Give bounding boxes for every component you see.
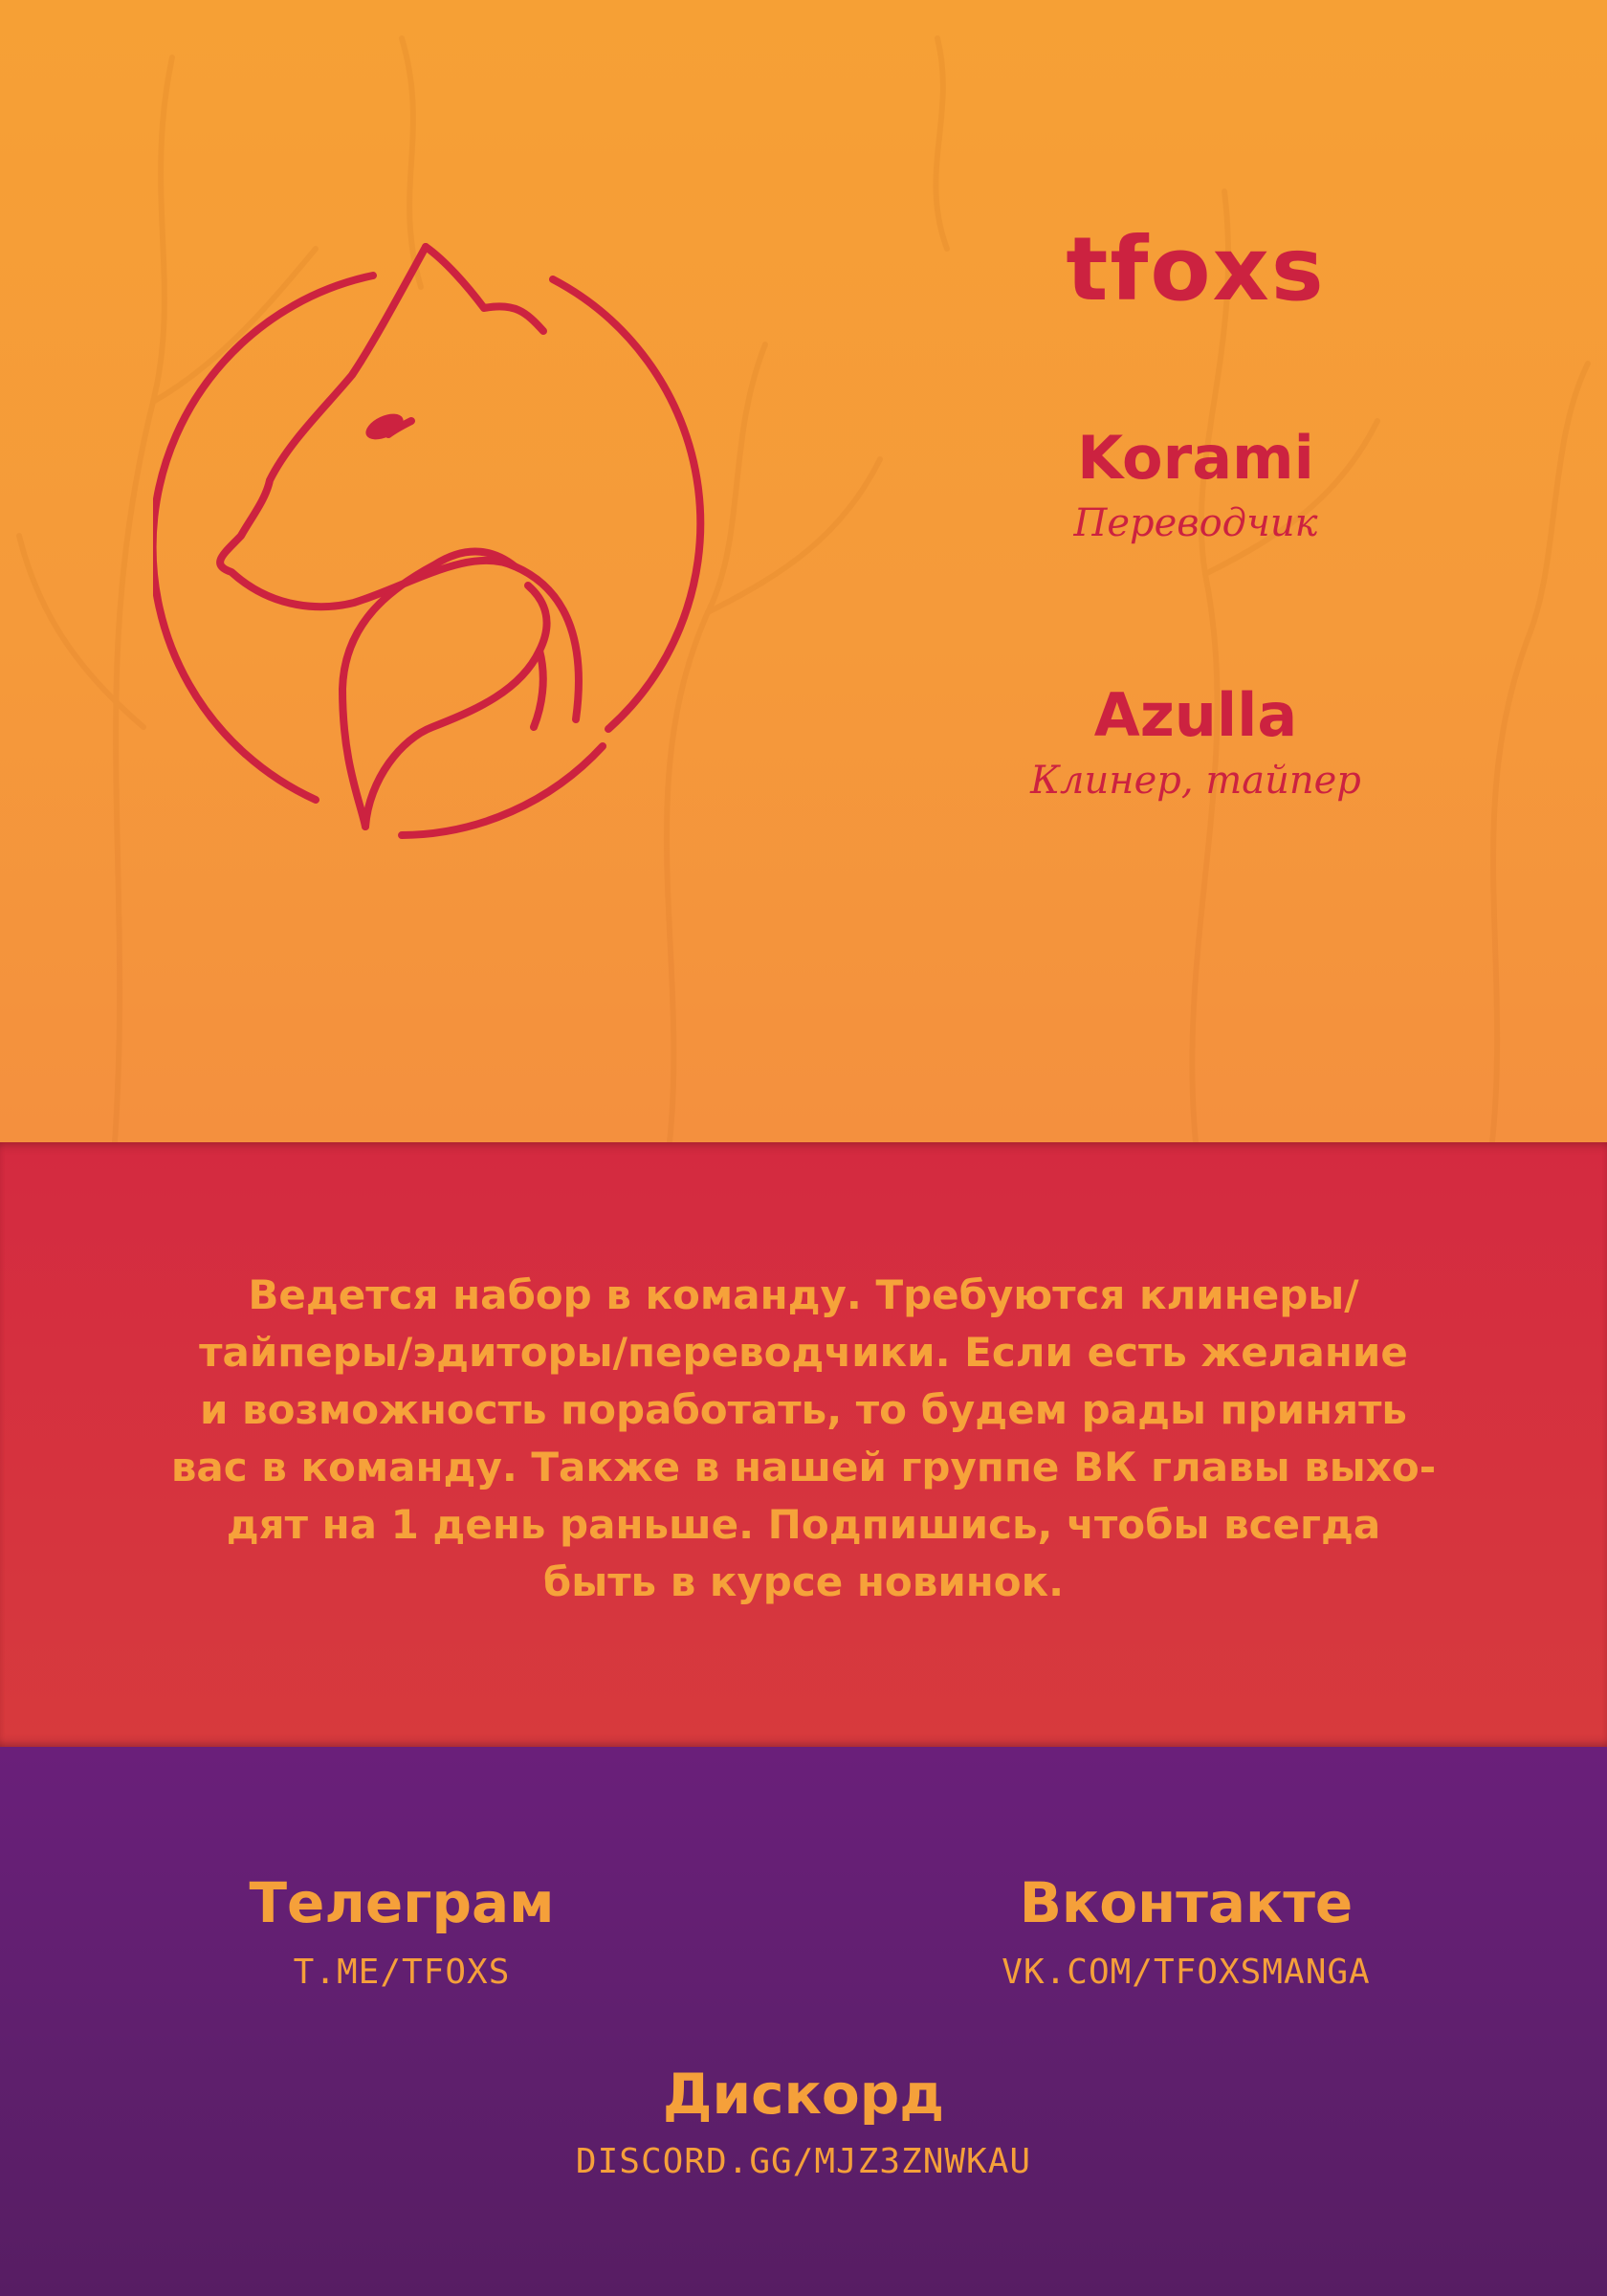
discord-link[interactable]: DISCORD.GG/MJZ3ZNWKAU — [575, 2142, 1032, 2181]
announcement-line: и возможность поработать, то будем рады принять — [200, 1386, 1407, 1433]
credits-panel — [957, 0, 1435, 1142]
group-name: tfoxs — [1066, 218, 1326, 320]
vk-title: Вконтакте — [1019, 1870, 1354, 1935]
header-section — [0, 0, 1607, 1142]
member-role: Переводчик — [1073, 501, 1318, 545]
member-name: Azulla — [1093, 680, 1298, 750]
announcement-line: Ведется набор в команду. Требуются клинеры/ — [248, 1271, 1359, 1318]
member-name: Korami — [1077, 423, 1314, 493]
announcement-band — [0, 1142, 1607, 1747]
discord-title: Дискорд — [662, 2062, 945, 2127]
announcement-line: вас в команду. Также в нашей группе ВК главы выхо- — [170, 1444, 1437, 1490]
fox-logo-icon — [153, 230, 746, 890]
vk-link[interactable]: VK.COM/TFOXSMANGA — [1002, 1953, 1371, 1992]
telegram-title: Телеграм — [249, 1870, 555, 1935]
announcement-line: тайперы/эдиторы/переводчики. Если есть желание — [199, 1329, 1408, 1376]
links-section — [0, 1747, 1607, 2296]
announcement-line: дят на 1 день раньше. Подпишись, чтобы всегда — [226, 1501, 1381, 1548]
telegram-link[interactable]: T.ME/TFOXS — [293, 1953, 511, 1992]
recruitment-announcement — [153, 1267, 1454, 1611]
announcement-line: быть в курсе новинок. — [542, 1558, 1065, 1605]
member-role: Клинер, тайпер — [1030, 759, 1361, 803]
